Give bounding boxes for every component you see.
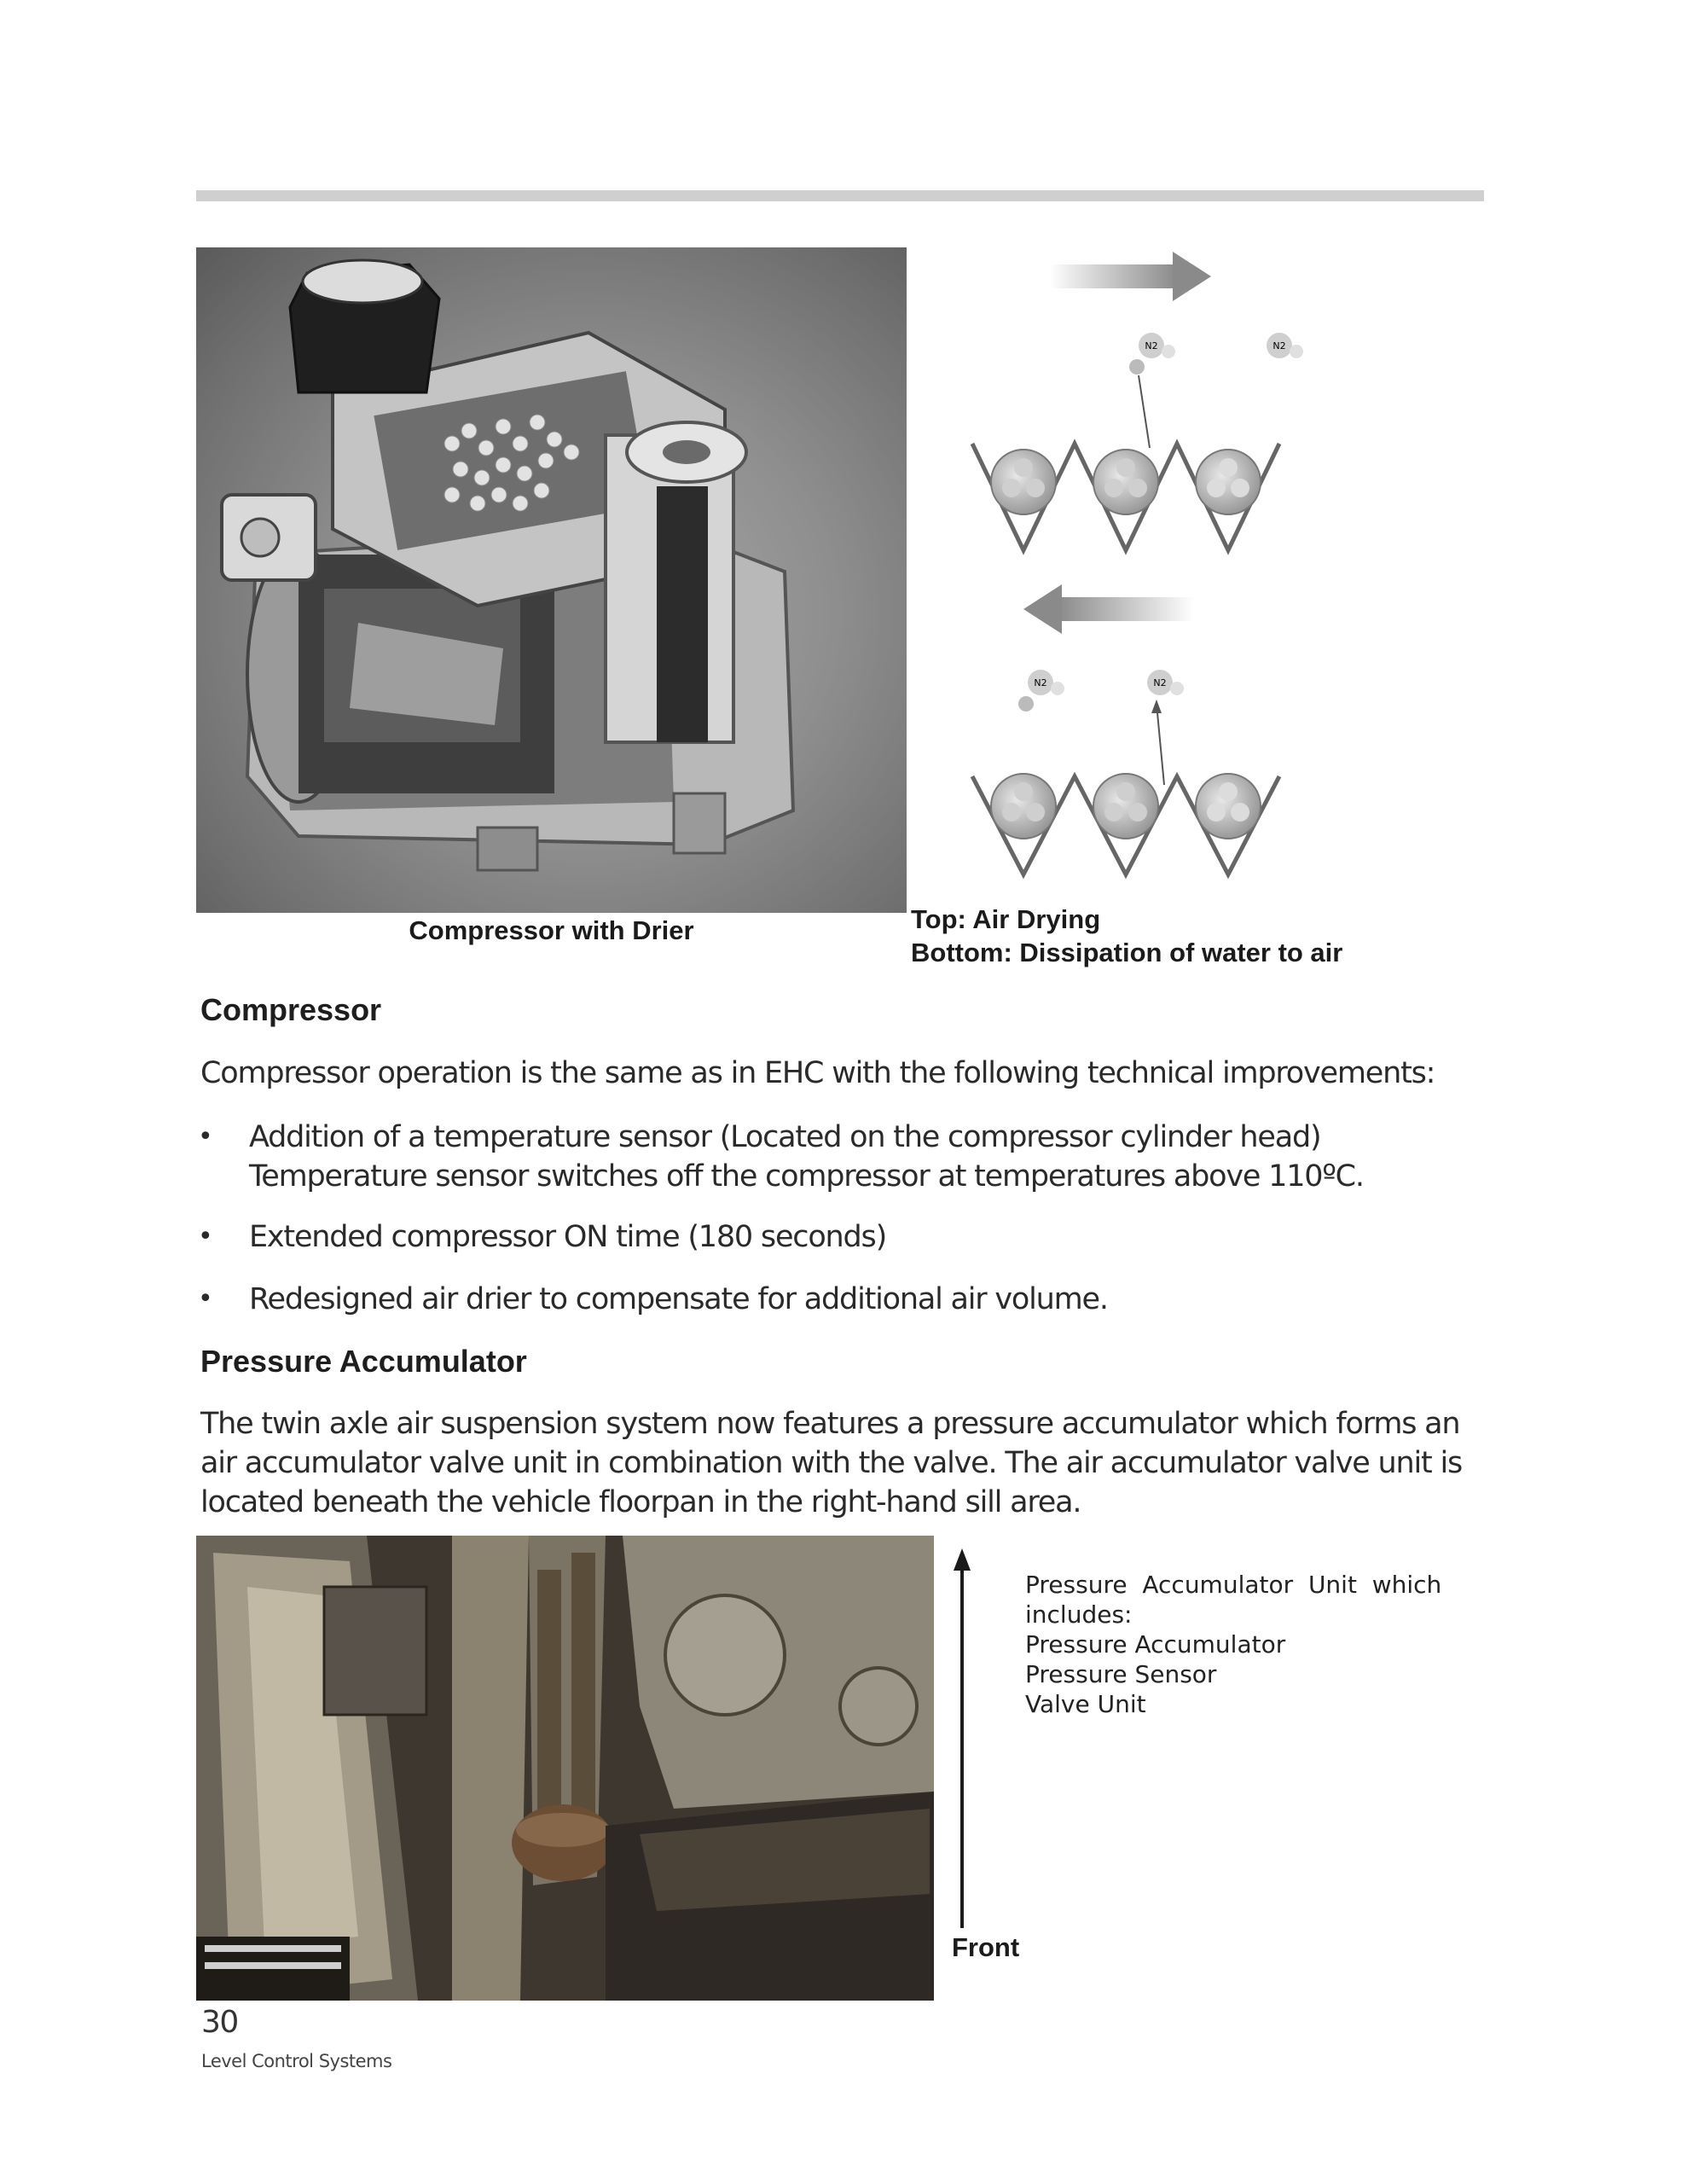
compressor-caption: Compressor with Drier: [409, 915, 694, 945]
bullet-text: Temperature sensor switches off the compressor at temperatures above 110ºC.: [249, 1159, 1364, 1194]
note-line: Pressure Accumulator Unit which: [1025, 1571, 1442, 1599]
compressor-heading: Compressor: [200, 992, 382, 1027]
flow-right-arrow: [1049, 252, 1211, 301]
front-label: Front: [952, 1932, 1020, 1962]
paragraph-line: air accumulator valve unit in combination with the valve. The air accumulator valve unit is: [200, 1446, 1463, 1480]
bullet-text: Redesigned air drier to compensate for additional air volume.: [249, 1282, 1108, 1316]
note-line: Pressure Sensor: [1025, 1660, 1217, 1688]
svg-text:N2: N2: [1145, 340, 1158, 351]
svg-text:N2: N2: [1034, 677, 1047, 688]
underbody-photo: [196, 1536, 934, 2001]
compressor-illustration: [196, 247, 907, 913]
drying-caption: [911, 903, 1342, 969]
top-rule: [196, 190, 1484, 201]
page-number: 30: [201, 2005, 238, 2040]
note-line: Pressure Accumulator: [1025, 1630, 1286, 1658]
accumulator-unit-note: [1025, 1570, 1469, 1719]
note-line: Valve Unit: [1025, 1690, 1146, 1718]
compressor-photo: [196, 247, 907, 913]
note-line: includes:: [1025, 1600, 1133, 1629]
bullet-symbol: •: [198, 1122, 212, 1152]
underbody-illustration: [196, 1536, 934, 2001]
svg-text:N2: N2: [1272, 340, 1286, 351]
bullet-symbol: •: [198, 1284, 212, 1314]
footer-section-title: Level Control Systems: [201, 2051, 392, 2071]
svg-text:N2: N2: [1153, 677, 1167, 688]
paragraph-line: located beneath the vehicle floorpan in the right-hand sill area.: [200, 1485, 1081, 1519]
flow-left-arrow: [1023, 584, 1194, 634]
bullet-text: Extended compressor ON time (180 seconds): [249, 1220, 887, 1254]
drying-caption-bottom: Bottom: Dissipation of water to air: [911, 938, 1343, 967]
compressor-intro: Compressor operation is the same as in EHC with the following technical improvements:: [200, 1056, 1435, 1090]
drying-caption-top: Top: Air Drying: [911, 904, 1101, 934]
accumulator-paragraph: [200, 1404, 1497, 1522]
air-drying-diagram: [955, 239, 1356, 887]
paragraph-line: The twin axle air suspension system now features a pressure accumulator which forms an: [200, 1407, 1460, 1441]
accumulator-heading: Pressure Accumulator: [200, 1344, 527, 1379]
bullet-text: Addition of a temperature sensor (Located on the compressor cylinder head): [249, 1120, 1321, 1154]
bullet-symbol: •: [198, 1222, 212, 1252]
front-direction-arrow: [947, 1548, 977, 1928]
